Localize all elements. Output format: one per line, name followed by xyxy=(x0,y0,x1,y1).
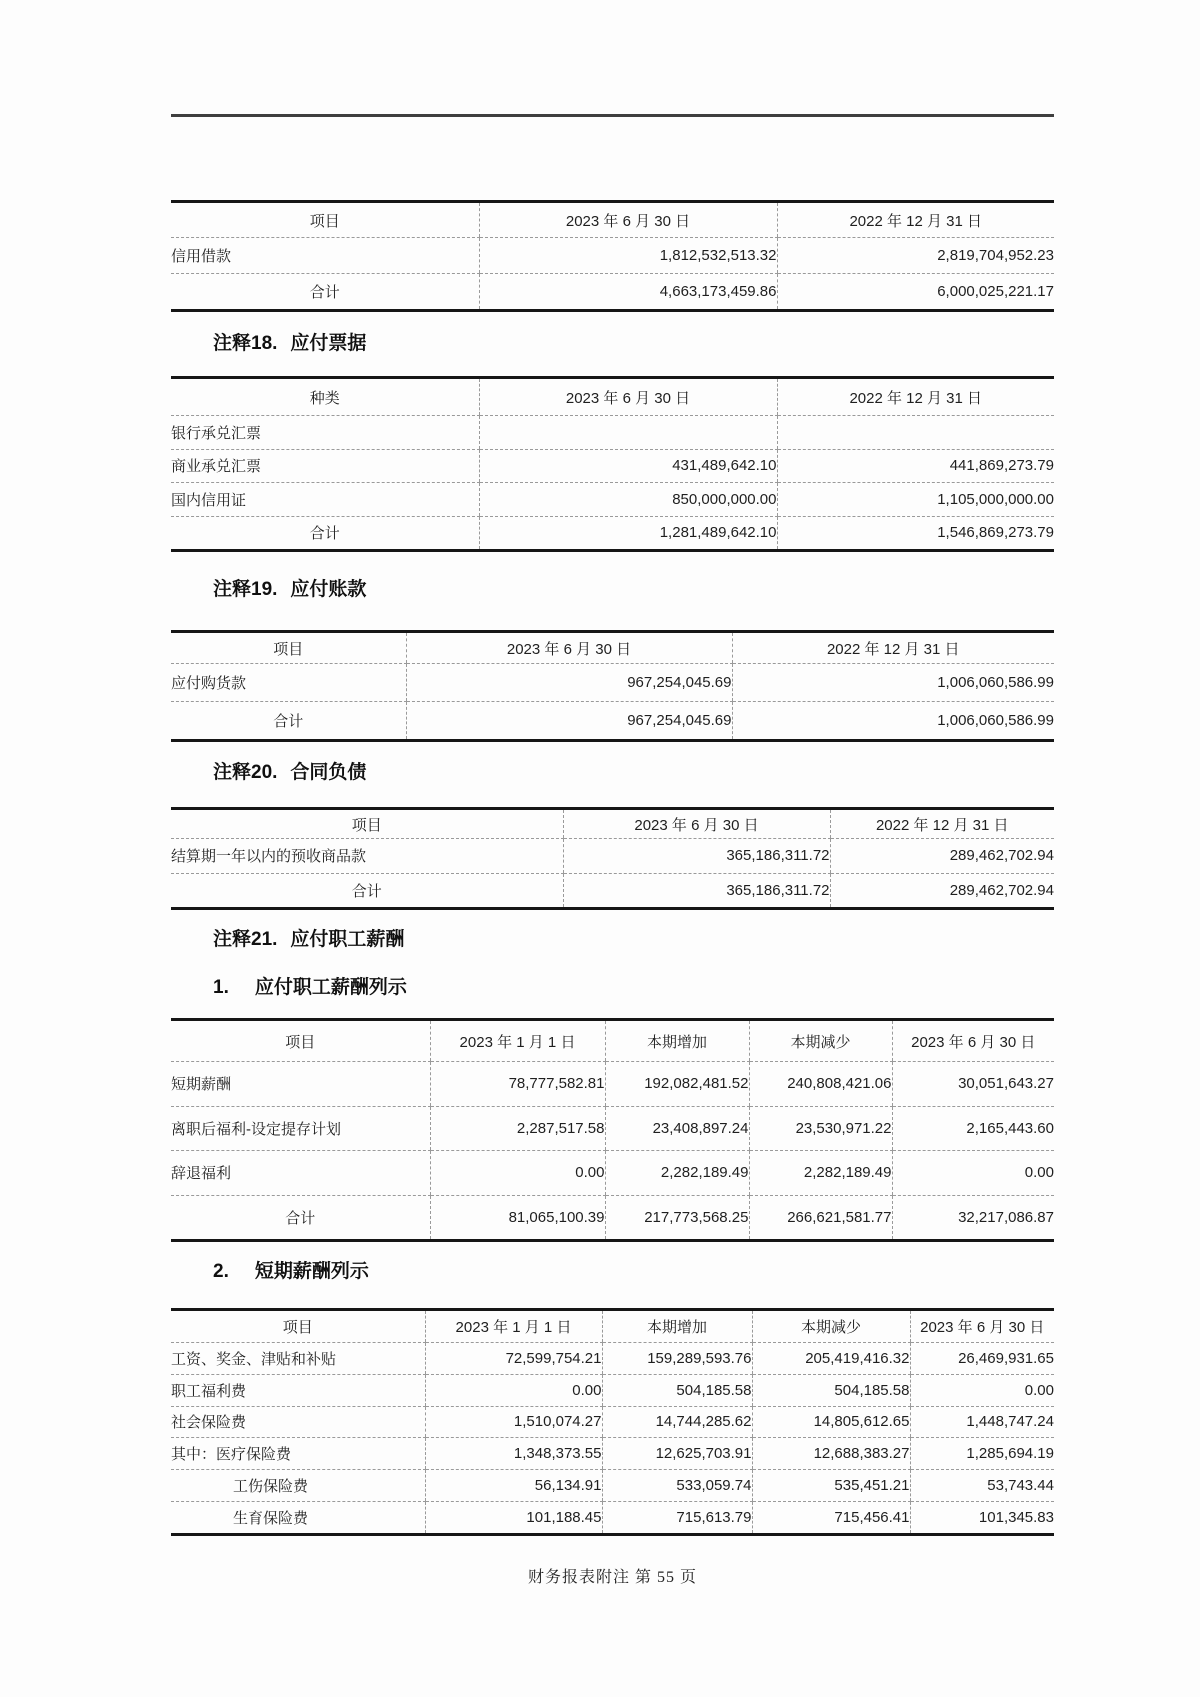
cell-value: 2,165,443.60 xyxy=(892,1106,1054,1151)
cell-value: 101,345.83 xyxy=(910,1501,1054,1534)
cell-value: 715,456.41 xyxy=(752,1501,910,1534)
cell-value xyxy=(777,416,1054,450)
cell-value: 1,281,489,642.10 xyxy=(479,516,777,551)
cell-value: 535,451.21 xyxy=(752,1470,910,1502)
table-row xyxy=(171,839,1054,874)
cell-value: 159,289,593.76 xyxy=(602,1343,752,1375)
section-heading-note20 xyxy=(213,762,366,784)
table-contract-liabilities xyxy=(171,807,1054,910)
cell-value: 1,448,747.24 xyxy=(910,1406,1054,1438)
cell-value: 4,663,173,459.86 xyxy=(479,274,777,311)
table-borrowings-continuation xyxy=(171,200,1054,312)
cell-value: 1,348,373.55 xyxy=(425,1438,602,1470)
cell-value: 850,000,000.00 xyxy=(479,483,777,517)
row-label: 银行承兑汇票 xyxy=(171,416,479,450)
column-header: 2023 年 1 月 1 日 xyxy=(425,1310,602,1343)
table-header-row xyxy=(171,202,1054,238)
cell-value: 53,743.44 xyxy=(910,1470,1054,1502)
heading-text: 应付职工薪酬 xyxy=(290,929,405,950)
row-label: 合计 xyxy=(309,525,340,543)
column-header: 2022 年 12 月 31 日 xyxy=(777,202,1054,238)
table-short-term-compensation xyxy=(171,1308,1054,1536)
column-header: 2023 年 6 月 30 日 xyxy=(406,632,732,664)
cell-value: 217,773,568.25 xyxy=(605,1195,749,1241)
row-label: 商业承兑汇票 xyxy=(171,449,479,483)
table-total-row xyxy=(171,873,1054,909)
row-label: 生育保险费 xyxy=(233,1509,309,1527)
cell-value: 2,282,189.49 xyxy=(749,1151,892,1196)
table-row xyxy=(171,1501,1054,1534)
table-total-row xyxy=(171,1195,1054,1241)
cell-value: 365,186,311.72 xyxy=(563,873,830,909)
cell-value: 431,489,642.10 xyxy=(479,449,777,483)
table-total-row xyxy=(171,516,1054,551)
column-header: 项目 xyxy=(171,202,479,238)
table-row xyxy=(171,238,1054,274)
table-header-row xyxy=(171,632,1054,664)
table-row xyxy=(171,1343,1054,1375)
cell-value: 101,188.45 xyxy=(425,1501,602,1534)
section-heading-note18 xyxy=(213,333,366,355)
column-header: 2022 年 12 月 31 日 xyxy=(777,378,1054,416)
cell-value: 441,869,273.79 xyxy=(777,449,1054,483)
table-row xyxy=(171,664,1054,702)
heading-text: 应付账款 xyxy=(290,579,367,600)
cell-value: 289,462,702.94 xyxy=(830,839,1054,874)
section-heading-note19 xyxy=(213,579,366,601)
column-header: 2023 年 6 月 30 日 xyxy=(479,202,777,238)
cell-value: 6,000,025,221.17 xyxy=(777,274,1054,311)
row-label: 合计 xyxy=(309,284,340,301)
heading-number: 1. xyxy=(213,977,229,998)
subsection-heading-2 xyxy=(213,1261,369,1283)
column-header: 2023 年 6 月 30 日 xyxy=(892,1020,1054,1062)
table-employee-compensation xyxy=(171,1018,1054,1242)
heading-text: 短期薪酬列示 xyxy=(254,1261,369,1282)
column-header: 2023 年 1 月 1 日 xyxy=(430,1020,605,1062)
heading-number: 注释19. xyxy=(213,579,278,600)
table-notes-payable xyxy=(171,376,1054,552)
table-row xyxy=(171,1406,1054,1438)
cell-value: 56,134.91 xyxy=(425,1470,602,1502)
page-footer: 财务报表附注 第 55 页 xyxy=(527,1569,697,1586)
table-total-row xyxy=(171,274,1054,311)
cell-value: 1,006,060,586.99 xyxy=(732,702,1054,741)
cell-value xyxy=(479,416,777,450)
cell-value: 12,625,703.91 xyxy=(602,1438,752,1470)
row-label: 社会保险费 xyxy=(171,1406,425,1438)
cell-value: 289,462,702.94 xyxy=(830,873,1054,909)
cell-value: 365,186,311.72 xyxy=(563,839,830,874)
row-label: 结算期一年以内的预收商品款 xyxy=(171,839,563,874)
column-header: 种类 xyxy=(171,378,479,416)
table-row xyxy=(171,1062,1054,1107)
table-row xyxy=(171,449,1054,483)
row-label: 国内信用证 xyxy=(171,483,479,517)
row-label: 工伤保险费 xyxy=(171,1470,425,1502)
row-label: 合计 xyxy=(285,1209,316,1227)
row-label: 信用借款 xyxy=(171,238,479,274)
column-header: 项目 xyxy=(171,1020,430,1062)
row-label: 辞退福利 xyxy=(171,1151,430,1196)
column-header: 2022 年 12 月 31 日 xyxy=(830,809,1054,839)
cell-value: 2,819,704,952.23 xyxy=(777,238,1054,274)
cell-value: 0.00 xyxy=(430,1151,605,1196)
cell-value: 266,621,581.77 xyxy=(749,1195,892,1241)
column-header: 本期增加 xyxy=(605,1020,749,1062)
row-label: 合计 xyxy=(273,713,304,730)
column-header: 2023 年 6 月 30 日 xyxy=(563,809,830,839)
cell-value: 205,419,416.32 xyxy=(752,1343,910,1375)
row-label: 职工福利费 xyxy=(171,1374,425,1406)
cell-value: 32,217,086.87 xyxy=(892,1195,1054,1241)
cell-value: 30,051,643.27 xyxy=(892,1062,1054,1107)
cell-value: 23,530,971.22 xyxy=(749,1106,892,1151)
cell-value: 504,185.58 xyxy=(752,1374,910,1406)
cell-value: 504,185.58 xyxy=(602,1374,752,1406)
heading-text: 应付职工薪酬列示 xyxy=(254,977,407,998)
cell-value: 967,254,045.69 xyxy=(406,664,732,702)
table-header-row xyxy=(171,378,1054,416)
cell-value: 1,285,694.19 xyxy=(910,1438,1054,1470)
heading-number: 注释18. xyxy=(213,333,278,354)
cell-value: 0.00 xyxy=(425,1374,602,1406)
cell-value: 14,744,285.62 xyxy=(602,1406,752,1438)
column-header: 本期减少 xyxy=(752,1310,910,1343)
table-header-row xyxy=(171,809,1054,839)
column-header: 本期增加 xyxy=(602,1310,752,1343)
cell-value: 72,599,754.21 xyxy=(425,1343,602,1375)
heading-number: 注释21. xyxy=(213,929,278,950)
table-row xyxy=(171,1438,1054,1470)
column-header: 项目 xyxy=(171,1310,425,1343)
heading-number: 2. xyxy=(213,1261,229,1282)
cell-value: 1,510,074.27 xyxy=(425,1406,602,1438)
cell-value: 26,469,931.65 xyxy=(910,1343,1054,1375)
cell-value: 0.00 xyxy=(892,1151,1054,1196)
cell-value: 78,777,582.81 xyxy=(430,1062,605,1107)
column-header: 项目 xyxy=(171,809,563,839)
cell-value: 2,282,189.49 xyxy=(605,1151,749,1196)
table-total-row xyxy=(171,702,1054,741)
cell-value: 12,688,383.27 xyxy=(752,1438,910,1470)
row-label: 工资、奖金、津贴和补贴 xyxy=(171,1343,425,1375)
row-label: 应付购货款 xyxy=(171,664,406,702)
row-label: 短期薪酬 xyxy=(171,1062,430,1107)
cell-value: 533,059.74 xyxy=(602,1470,752,1502)
cell-value: 240,808,421.06 xyxy=(749,1062,892,1107)
column-header: 2022 年 12 月 31 日 xyxy=(732,632,1054,664)
heading-number: 注释20. xyxy=(213,762,278,783)
table-header-row xyxy=(171,1310,1054,1343)
cell-value: 192,082,481.52 xyxy=(605,1062,749,1107)
row-label: 其中：医疗保险费 xyxy=(171,1438,425,1470)
column-header: 2023 年 6 月 30 日 xyxy=(910,1310,1054,1343)
column-header: 项目 xyxy=(171,632,406,664)
table-accounts-payable xyxy=(171,630,1054,742)
cell-value: 967,254,045.69 xyxy=(406,702,732,741)
row-label: 合计 xyxy=(351,882,382,900)
table-row xyxy=(171,483,1054,517)
table-row xyxy=(171,416,1054,450)
column-header: 本期减少 xyxy=(749,1020,892,1062)
cell-value: 1,006,060,586.99 xyxy=(732,664,1054,702)
heading-text: 合同负债 xyxy=(290,762,367,783)
cell-value: 0.00 xyxy=(910,1374,1054,1406)
row-label: 离职后福利-设定提存计划 xyxy=(171,1106,430,1151)
cell-value: 715,613.79 xyxy=(602,1501,752,1534)
cell-value: 1,105,000,000.00 xyxy=(777,483,1054,517)
cell-value: 1,546,869,273.79 xyxy=(777,516,1054,551)
page-header-rule xyxy=(171,114,1054,117)
column-header: 2023 年 6 月 30 日 xyxy=(479,378,777,416)
table-row xyxy=(171,1470,1054,1502)
cell-value: 23,408,897.24 xyxy=(605,1106,749,1151)
cell-value: 81,065,100.39 xyxy=(430,1195,605,1241)
cell-value: 1,812,532,513.32 xyxy=(479,238,777,274)
table-row xyxy=(171,1374,1054,1406)
heading-text: 应付票据 xyxy=(290,333,367,354)
cell-value: 2,287,517.58 xyxy=(430,1106,605,1151)
table-row xyxy=(171,1106,1054,1151)
section-heading-note21 xyxy=(213,929,404,951)
table-row xyxy=(171,1151,1054,1196)
subsection-heading-1 xyxy=(213,977,407,999)
cell-value: 14,805,612.65 xyxy=(752,1406,910,1438)
table-header-row xyxy=(171,1020,1054,1062)
